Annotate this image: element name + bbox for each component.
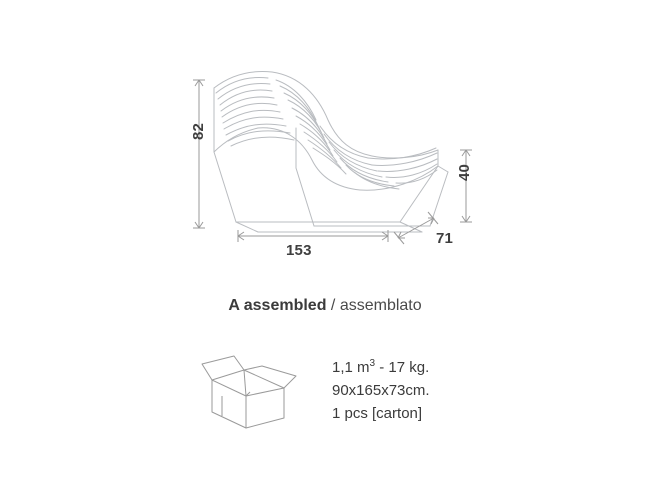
base-foot-left (236, 222, 258, 232)
assembly-note (0, 297, 650, 315)
packaging-text (332, 352, 430, 425)
backrest-lower-curve (214, 128, 258, 152)
packaging-volume-weight (332, 352, 430, 379)
rear-leg-left (214, 152, 236, 222)
inner-leg-rear (296, 168, 314, 226)
dimension-length-label: 153 (286, 242, 312, 259)
dimension-height-label: 82 (190, 122, 208, 141)
dimension-depth-label: 71 (436, 230, 454, 247)
packaging-quantity: 1 pcs [carton] (332, 405, 423, 422)
dimension-seat-height-label: 40 (456, 163, 474, 182)
packaging-dimensions: 90x165x73cm. (332, 382, 430, 399)
depth-dim-line (398, 218, 434, 238)
assembly-note-separator: / (326, 297, 340, 314)
front-connector (438, 166, 448, 172)
open-carton-icon (200, 350, 310, 435)
packaging-info (200, 350, 500, 450)
assembly-note-en: A assembled (228, 297, 327, 314)
seat-top-edge (272, 72, 438, 158)
slat-lines (216, 78, 437, 189)
packaging-weight: - 17 kg. (375, 359, 430, 376)
packaging-volume-exponent: 3 (369, 358, 376, 369)
assembly-note-it: assemblato (339, 297, 422, 314)
front-leg (400, 166, 438, 222)
packaging-volume: 1,1 m (332, 359, 370, 376)
